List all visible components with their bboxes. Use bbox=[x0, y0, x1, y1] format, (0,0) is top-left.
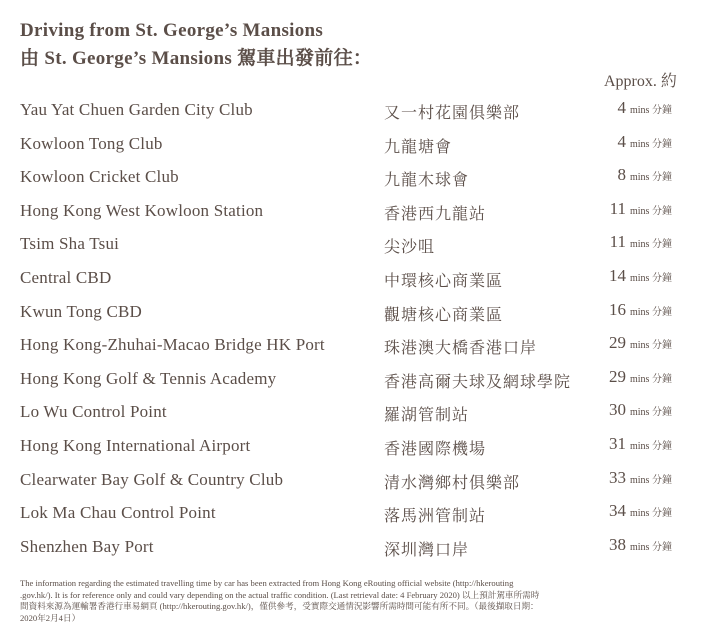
destination-name-en: Yau Yat Chuen Garden City Club bbox=[20, 100, 253, 119]
destination-name-en: Hong Kong Golf & Tennis Academy bbox=[20, 368, 277, 388]
travel-time bbox=[600, 199, 672, 219]
travel-time bbox=[600, 434, 672, 454]
travel-minutes: 30 bbox=[609, 400, 626, 420]
destination-name-en: Central CBD bbox=[20, 267, 112, 287]
minutes-unit: mins 分鐘 bbox=[630, 474, 672, 486]
minutes-unit: mins 分鐘 bbox=[630, 541, 672, 553]
destination-row bbox=[0, 499, 725, 533]
travel-time bbox=[600, 165, 672, 185]
title-chinese: 由 St. George’s Mansions 駕車出發前往： bbox=[20, 48, 373, 69]
footnote-line: The information regarding the estimated travelling time by car has been extracted from Hong Kong eRouting official website (http://hkerouting bbox=[20, 578, 514, 588]
destination-name-zh: 尖沙咀 bbox=[384, 239, 436, 257]
destination-name-zh: 落馬洲管制站 bbox=[384, 508, 487, 526]
footnote-line: 2020年2月4日） bbox=[20, 612, 81, 623]
travel-time bbox=[600, 501, 672, 521]
destination-row bbox=[0, 298, 725, 332]
minutes-unit: mins 分鐘 bbox=[630, 407, 672, 419]
travel-time bbox=[600, 400, 672, 420]
minutes-unit: mins 分鐘 bbox=[630, 373, 672, 385]
travel-time bbox=[600, 266, 672, 286]
destination-name-zh: 九龍塘會 bbox=[384, 138, 453, 156]
destination-row bbox=[0, 230, 725, 264]
destination-name-zh: 香港國際機場 bbox=[384, 440, 487, 458]
destination-name-zh: 又一村花園俱樂部 bbox=[384, 105, 521, 122]
minutes-unit: mins 分鐘 bbox=[630, 172, 672, 184]
approx-label: Approx. 約 bbox=[604, 73, 677, 90]
destination-row bbox=[0, 163, 725, 197]
destination-name-en: Kowloon Cricket Club bbox=[20, 167, 179, 187]
destination-name-en: Lok Ma Chau Control Point bbox=[20, 503, 216, 523]
destination-row bbox=[0, 197, 725, 231]
destination-name-zh: 珠港澳大橋香港口岸 bbox=[384, 340, 538, 358]
minutes-unit: mins 分鐘 bbox=[630, 272, 672, 284]
minutes-unit: mins 分鐘 bbox=[630, 306, 672, 318]
destination-name-en: Kowloon Tong Club bbox=[20, 133, 163, 153]
destination-name-en: Tsim Sha Tsui bbox=[20, 234, 120, 254]
footnote-line: 間資料來源為運輸署香港行車易網頁 (http://hkerouting.gov.hk/)，僅供參考，受實際交通情況影響所需時間可能有所不同。（最後擷取日期： bbox=[20, 601, 539, 611]
travel-minutes: 38 bbox=[609, 534, 626, 554]
destination-row bbox=[0, 466, 725, 500]
travel-minutes: 34 bbox=[609, 501, 626, 521]
destination-name-en: Hong Kong International Airport bbox=[20, 435, 251, 455]
travel-minutes: 4 bbox=[617, 98, 626, 117]
travel-time bbox=[600, 98, 672, 118]
minutes-unit: mins 分鐘 bbox=[630, 105, 672, 116]
minutes-unit: mins 分鐘 bbox=[630, 340, 672, 352]
minutes-unit: mins 分鐘 bbox=[630, 508, 672, 520]
destination-row bbox=[0, 365, 725, 399]
travel-time bbox=[600, 132, 672, 152]
travel-minutes: 11 bbox=[609, 198, 626, 218]
destination-row bbox=[0, 264, 725, 298]
destination-name-en: Clearwater Bay Golf & Country Club bbox=[20, 469, 284, 489]
travel-minutes: 11 bbox=[609, 232, 626, 252]
destination-row bbox=[0, 533, 725, 567]
destination-name-zh: 清水灣鄉村俱樂部 bbox=[384, 474, 521, 492]
destination-name-zh: 羅湖管制站 bbox=[384, 407, 470, 425]
minutes-unit: mins 分鐘 bbox=[630, 440, 672, 452]
travel-minutes: 8 bbox=[617, 165, 626, 185]
destination-row bbox=[0, 331, 725, 365]
travel-minutes: 16 bbox=[609, 299, 626, 319]
destination-name-en: Lo Wu Control Point bbox=[20, 402, 167, 422]
destination-row bbox=[0, 96, 725, 130]
destination-name-zh: 中環核心商業區 bbox=[384, 272, 504, 290]
travel-time bbox=[600, 300, 672, 320]
minutes-unit: mins 分鐘 bbox=[630, 205, 672, 217]
destination-row bbox=[0, 130, 725, 164]
travel-time bbox=[600, 468, 672, 488]
travel-time bbox=[600, 333, 672, 353]
travel-minutes: 31 bbox=[609, 433, 626, 453]
minutes-unit: mins 分鐘 bbox=[630, 239, 672, 251]
travel-minutes: 29 bbox=[609, 366, 626, 386]
minutes-unit: mins 分鐘 bbox=[630, 138, 672, 150]
destination-name-zh: 九龍木球會 bbox=[384, 172, 470, 190]
destination-name-zh: 香港高爾夫球及網球學院 bbox=[384, 373, 572, 391]
travel-minutes: 14 bbox=[609, 265, 626, 285]
footnote bbox=[20, 578, 710, 624]
travel-minutes: 33 bbox=[609, 467, 626, 487]
destination-name-zh: 深圳灣口岸 bbox=[384, 541, 470, 559]
travel-time bbox=[600, 232, 672, 252]
destination-name-en: Shenzhen Bay Port bbox=[20, 536, 154, 556]
travel-minutes: 29 bbox=[609, 333, 626, 353]
travel-time bbox=[600, 535, 672, 555]
destination-name-zh: 香港西九龍站 bbox=[384, 205, 487, 223]
destination-name-en: Hong Kong-Zhuhai-Macao Bridge HK Port bbox=[20, 335, 325, 355]
destination-name-zh: 觀塘核心商業區 bbox=[384, 306, 504, 324]
destination-name-en: Hong Kong West Kowloon Station bbox=[20, 200, 264, 220]
title-english: Driving from St. George’s Mansions bbox=[20, 20, 324, 41]
destination-list bbox=[0, 96, 725, 566]
travel-minutes: 4 bbox=[617, 131, 626, 151]
travel-time bbox=[600, 367, 672, 387]
destination-row bbox=[0, 398, 725, 432]
destination-name-en: Kwun Tong CBD bbox=[20, 301, 142, 321]
footnote-line: .gov.hk/). It is for reference only and could vary depending on the actual traffic condition. (Last retrieval date: 4 February 2020) 以上預計駕車所需時 bbox=[20, 589, 540, 600]
destination-row bbox=[0, 432, 725, 466]
